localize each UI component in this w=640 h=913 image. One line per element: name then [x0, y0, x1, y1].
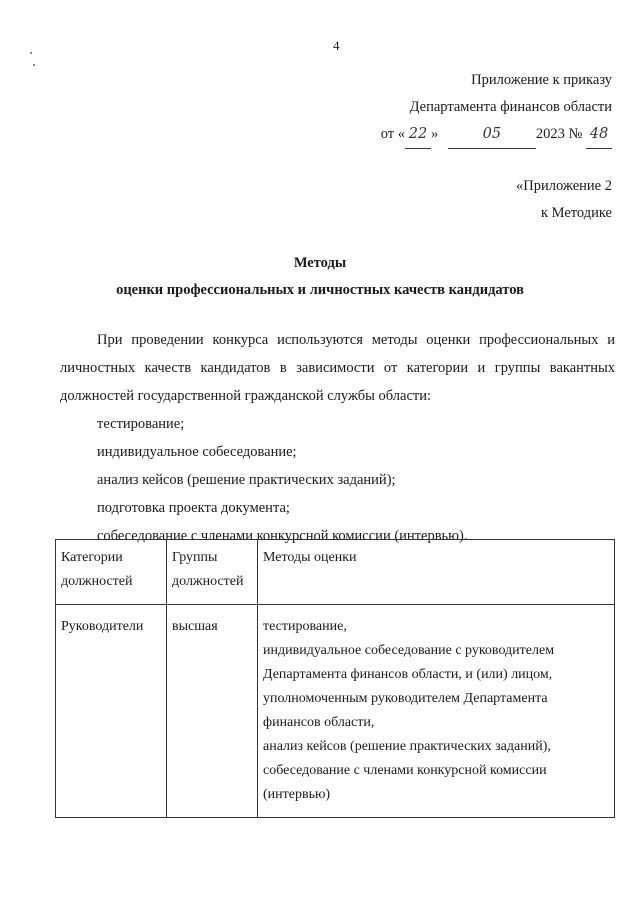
order-number: 48 [586, 121, 612, 149]
method-item: индивидуальное собеседование; [97, 444, 297, 460]
scan-speck [33, 64, 35, 66]
method-line: (интервью) [263, 787, 331, 802]
assessment-methods-table [55, 539, 615, 818]
title-line-1: Методы [293, 255, 347, 271]
cell-group: высшая [167, 605, 258, 818]
method-item: собеседование с членами конкурсной комиссии (интервью). [97, 528, 468, 544]
method-item: тестирование; [97, 416, 185, 432]
annex2-line-2: к Методике [540, 205, 612, 221]
header-category: Категории должностей [56, 540, 167, 605]
date-day: 22 [405, 121, 431, 149]
method-line: тестирование, [263, 619, 347, 634]
method-line: уполномоченным руководителем Департамента [263, 691, 548, 706]
method-line: Департамента финансов области, и (или) лицом, [263, 667, 553, 682]
table-header-row [56, 540, 615, 605]
method-line: индивидуальное собеседование с руководителем [263, 643, 555, 658]
title-line-2: оценки профессиональных и личностных качеств кандидатов [116, 282, 524, 298]
cell-methods [258, 605, 615, 818]
date-year: 2023 № [535, 126, 583, 142]
date-month: 05 [448, 121, 536, 149]
page-number: 4 [333, 38, 340, 53]
header-methods: Методы оценки [258, 540, 615, 605]
header-group: Группы должностей [167, 540, 258, 605]
document-body [60, 326, 615, 550]
date-quote-close: » [431, 126, 439, 142]
method-line: анализ кейсов (решение практических заданий), [263, 739, 551, 754]
annex2-line-1: «Приложение 2 [516, 178, 612, 194]
annex-date-line [381, 121, 612, 149]
annex-header [381, 67, 612, 149]
annex-line-1: Приложение к приказу [471, 72, 612, 88]
cell-category: Руководители [56, 605, 167, 818]
method-item: подготовка проекта документа; [97, 500, 290, 516]
annex2-header [516, 173, 612, 227]
scan-speck [30, 52, 32, 54]
table-row [56, 605, 615, 818]
method-line: собеседование с членами конкурсной комиссии [263, 763, 547, 778]
date-prefix: от « [380, 126, 406, 142]
intro-paragraph: При проведении конкурса используются методы оценки профессиональных и личностных качеств кандидатов в зависимости от категории и группы вакантных должностей государственной гражданской службы области: [60, 332, 615, 404]
annex-line-2: Департамента финансов области [409, 99, 612, 115]
method-item: анализ кейсов (решение практических заданий); [97, 472, 396, 488]
method-line: финансов области, [263, 715, 375, 730]
